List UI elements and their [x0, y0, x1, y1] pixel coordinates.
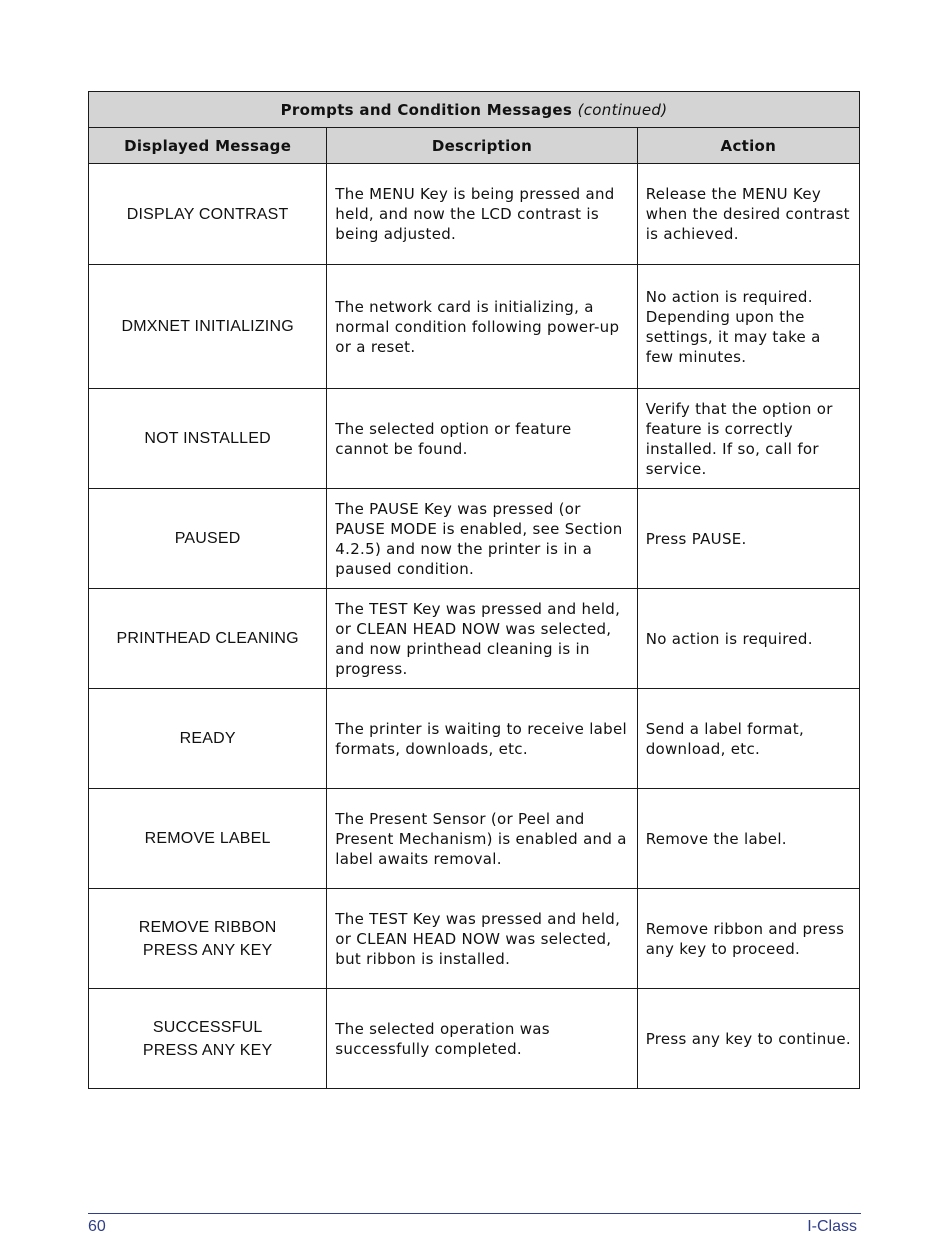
table-title-suffix: (continued): [577, 100, 668, 119]
table-row: [89, 689, 860, 789]
displayed-message-cell: READY: [89, 689, 327, 789]
description-cell: The selected option or feature cannot be found.: [327, 389, 637, 489]
prompts-messages-table: [88, 91, 860, 1089]
action-cell: No action is required.: [637, 589, 859, 689]
action-cell: Press PAUSE.: [637, 489, 859, 589]
page-number: 60: [88, 1218, 106, 1235]
displayed-message-cell: PAUSED: [89, 489, 327, 589]
displayed-message-cell: SUCCESSFUL PRESS ANY KEY: [89, 989, 327, 1089]
action-cell: Send a label format, download, etc.: [637, 689, 859, 789]
table-row: [89, 489, 860, 589]
displayed-message-cell: PRINTHEAD CLEANING: [89, 589, 327, 689]
header-displayed-message: Displayed Message: [89, 128, 327, 164]
table-title: [89, 92, 860, 128]
table-row: [89, 389, 860, 489]
displayed-message-cell: DMXNET INITIALIZING: [89, 265, 327, 389]
description-cell: The Present Sensor (or Peel and Present Mechanism) is enabled and a label awaits removal.: [327, 789, 637, 889]
table-header-row: [89, 128, 860, 164]
table-row: [89, 164, 860, 265]
description-cell: The selected operation was successfully completed.: [327, 989, 637, 1089]
table-row: [89, 789, 860, 889]
action-cell: Verify that the option or feature is correctly installed. If so, call for service.: [637, 389, 859, 489]
displayed-message-cell: REMOVE RIBBON PRESS ANY KEY: [89, 889, 327, 989]
table-title-text: Prompts and Condition Messages: [280, 100, 573, 119]
description-cell: The MENU Key is being pressed and held, and now the LCD contrast is being adjusted.: [327, 164, 637, 265]
displayed-message-cell: REMOVE LABEL: [89, 789, 327, 889]
action-cell: Remove ribbon and press any key to proceed.: [637, 889, 859, 989]
description-cell: The TEST Key was pressed and held, or CLEAN HEAD NOW was selected, but ribbon is installed.: [327, 889, 637, 989]
displayed-message-cell: NOT INSTALLED: [89, 389, 327, 489]
description-cell: The network card is initializing, a normal condition following power-up or a reset.: [327, 265, 637, 389]
description-cell: The PAUSE Key was pressed (or PAUSE MODE is enabled, see Section 4.2.5) and now the printer is in a paused condition.: [327, 489, 637, 589]
action-cell: Release the MENU Key when the desired contrast is achieved.: [637, 164, 859, 265]
action-cell: No action is required. Depending upon the settings, it may take a few minutes.: [637, 265, 859, 389]
table-title-row: [89, 92, 860, 128]
table-row: [89, 589, 860, 689]
header-description: Description: [327, 128, 637, 164]
table-row: [89, 989, 860, 1089]
description-cell: The printer is waiting to receive label formats, downloads, etc.: [327, 689, 637, 789]
description-cell: The TEST Key was pressed and held, or CLEAN HEAD NOW was selected, and now printhead cleaning is in progress.: [327, 589, 637, 689]
table-row: [89, 889, 860, 989]
footer-divider: [88, 1213, 861, 1214]
table-row: [89, 265, 860, 389]
displayed-message-cell: DISPLAY CONTRAST: [89, 164, 327, 265]
action-cell: Remove the label.: [637, 789, 859, 889]
action-cell: Press any key to continue.: [637, 989, 859, 1089]
product-name: I-Class: [807, 1218, 857, 1235]
header-action: Action: [637, 128, 859, 164]
